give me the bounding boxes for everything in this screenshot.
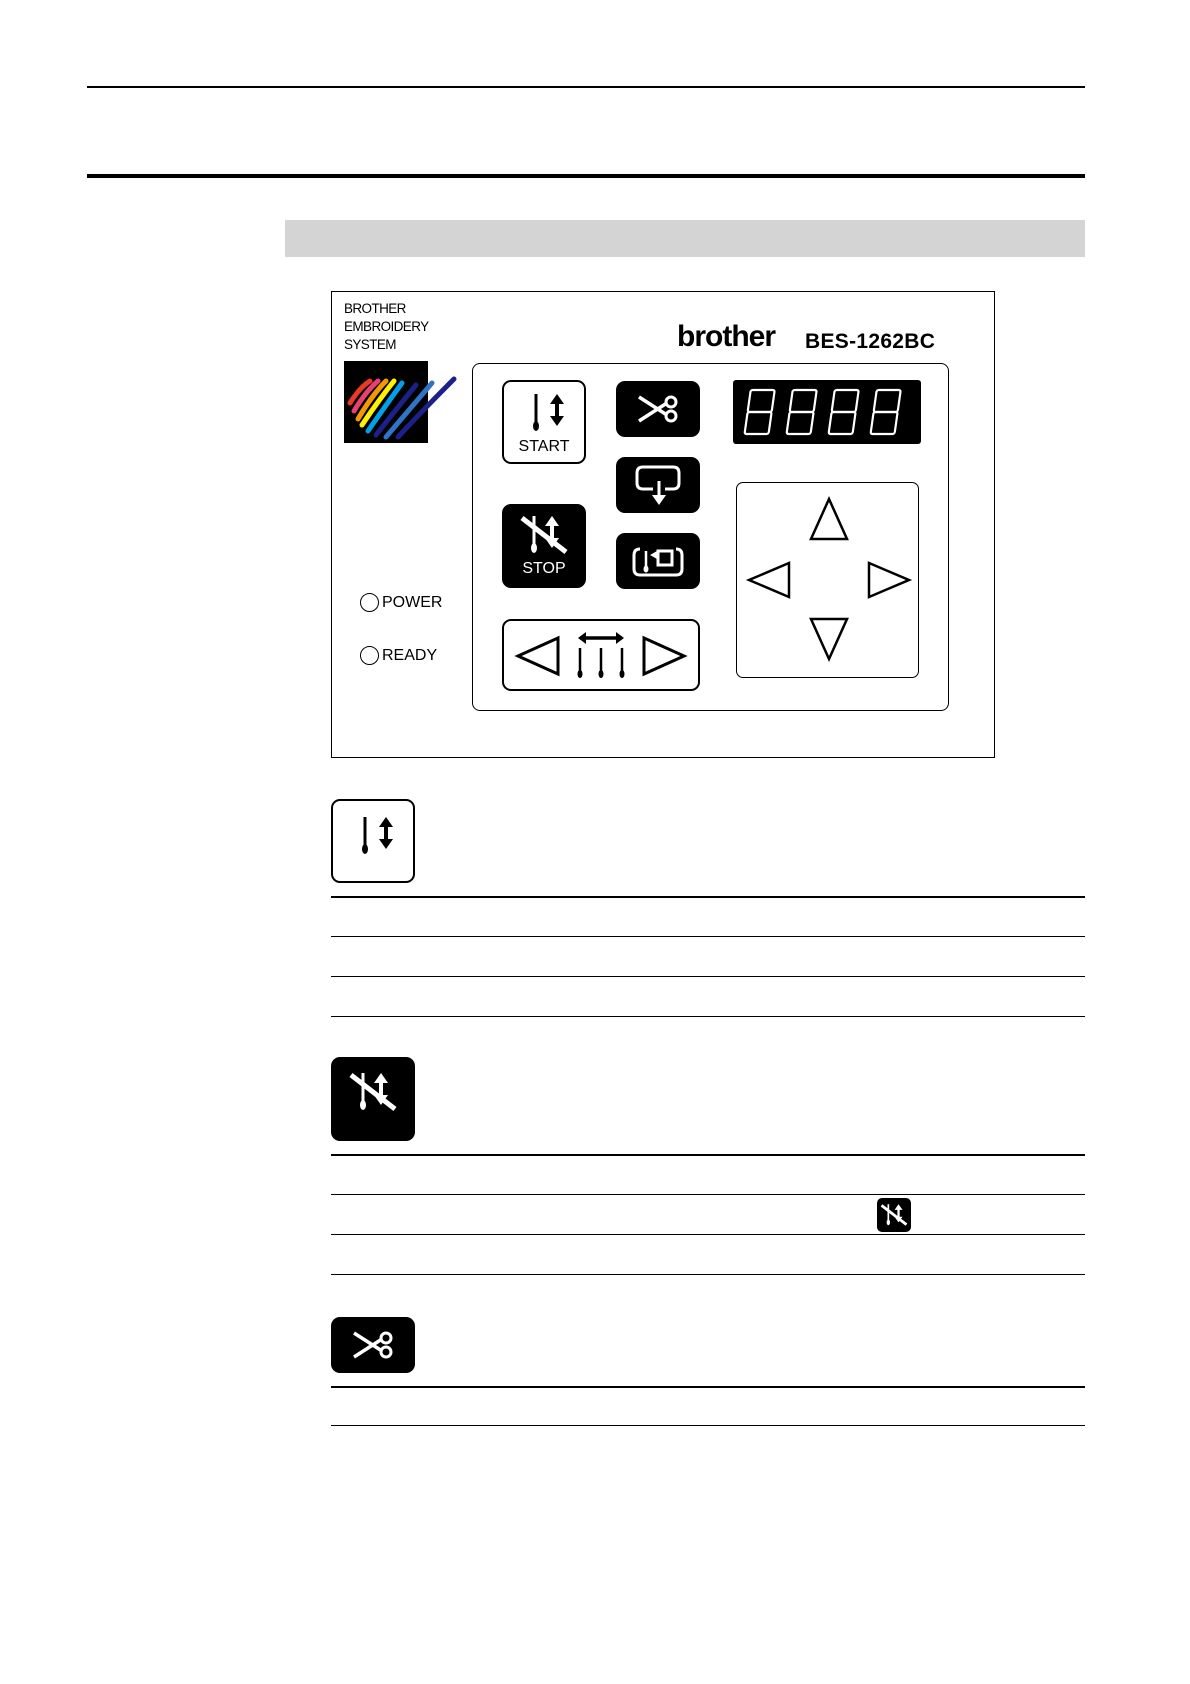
stop-key[interactable] [502, 504, 586, 588]
frame-back-key[interactable] [616, 457, 700, 513]
ready-indicator [360, 646, 437, 665]
stop-table-rule-1 [331, 1154, 1085, 1156]
trim-table-rule-2 [331, 1425, 1085, 1426]
brand-line-1: BROTHER [344, 301, 406, 316]
ready-label: READY [382, 646, 438, 664]
header-top-rule [87, 86, 1085, 88]
stop-table-rule-4 [331, 1274, 1085, 1275]
embroidery-system-logo [344, 361, 428, 443]
ready-lamp [360, 646, 379, 665]
start-key-figure [331, 799, 415, 883]
up-arrow-key[interactable] [811, 499, 847, 539]
needle-stop-icon [877, 1198, 911, 1232]
needle-stop-icon [343, 1069, 403, 1115]
power-indicator [360, 593, 442, 612]
stop-table-rule-2 [331, 1194, 1085, 1195]
frame-direction-pad [736, 482, 919, 678]
brand-text [344, 300, 429, 354]
needle-stop-icon [514, 512, 574, 558]
down-arrow-key[interactable] [811, 619, 847, 659]
start-table-rule-2 [331, 936, 1085, 937]
scissors-icon [348, 1327, 398, 1363]
start-table-rule-4 [331, 1016, 1085, 1017]
stop-key-figure [331, 1057, 415, 1141]
brand-wordmark: brother [677, 320, 775, 353]
frame-back-icon [633, 463, 683, 507]
scissors-icon [633, 391, 683, 427]
frame-origin-key[interactable] [616, 533, 700, 589]
frame-origin-icon [630, 541, 686, 581]
start-key-label: START [518, 438, 570, 455]
start-table-rule-3 [331, 976, 1085, 977]
model-name: BES-1262BC [805, 330, 936, 353]
led-display [733, 380, 921, 444]
trim-table-rule-1 [331, 1386, 1085, 1388]
brand-line-2: EMBROIDERY [344, 319, 429, 334]
start-key[interactable] [502, 380, 586, 464]
section-heading-band [285, 220, 1085, 257]
needle-up-down-icon [350, 813, 400, 859]
operation-panel-illustration [331, 291, 995, 758]
needle-up-down-icon [521, 390, 571, 436]
inline-stop-key-icon [877, 1198, 911, 1232]
stop-key-label: STOP [522, 560, 566, 577]
right-arrow-key[interactable] [869, 563, 909, 597]
stop-table-rule-3 [331, 1234, 1085, 1235]
brand-line-3: SYSTEM [344, 337, 396, 352]
left-arrow-key[interactable] [749, 563, 789, 597]
power-lamp [360, 593, 379, 612]
header-bottom-rule [87, 174, 1085, 178]
power-label: POWER [382, 593, 443, 611]
trim-key[interactable] [616, 381, 700, 437]
trim-key-figure [331, 1317, 415, 1373]
start-table-rule-1 [331, 896, 1085, 898]
seven-segment-digits [733, 380, 921, 444]
needle-bar-select-key[interactable] [502, 619, 700, 691]
needle-bar-select-icon [504, 622, 698, 688]
